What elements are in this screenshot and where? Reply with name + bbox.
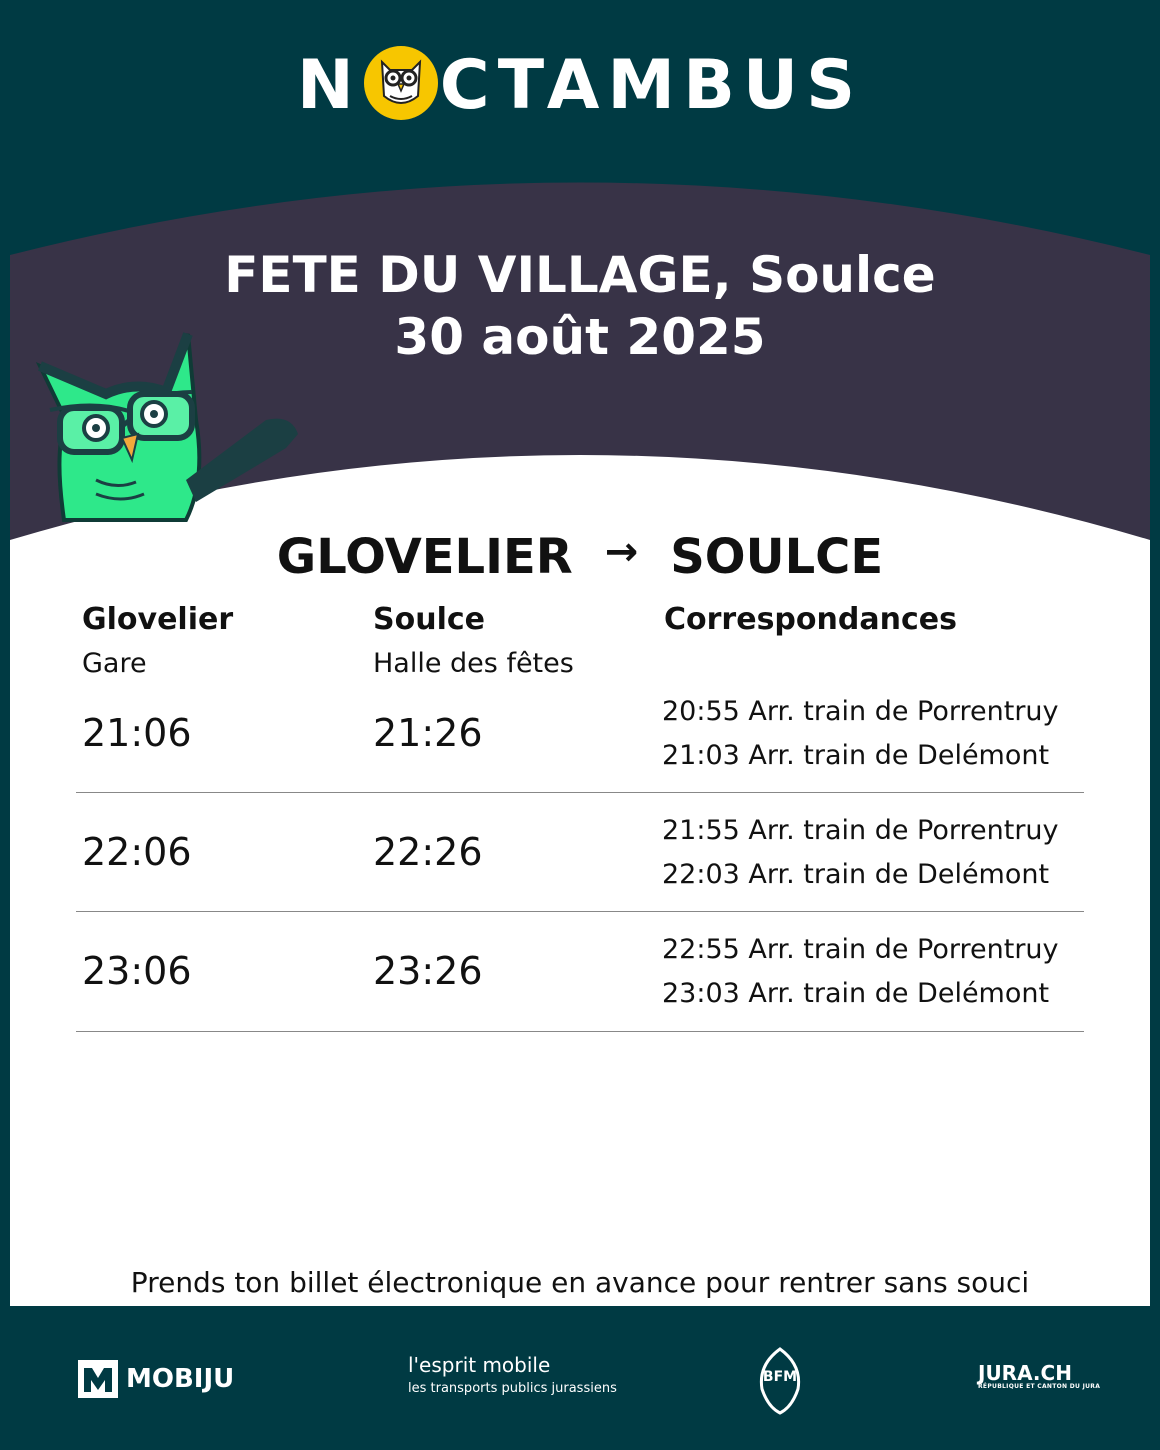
mobiju-label: MOBIJU xyxy=(126,1364,235,1394)
departure-time: 23:06 xyxy=(82,949,192,993)
column-header-arrival: Soulce xyxy=(373,602,485,637)
esprit-mobile-logo xyxy=(408,1353,617,1401)
mobiju-m-icon xyxy=(78,1360,118,1398)
connection-delemont: 23:03 Arr. train de Delémont xyxy=(662,978,1050,1009)
arrival-time: 21:26 xyxy=(373,711,483,755)
column-subheader-arrival: Halle des fêtes xyxy=(373,648,574,679)
arrival-time: 23:26 xyxy=(373,949,483,993)
ticket-note: Prends ton billet électronique en avance pour rentrer sans souci xyxy=(130,1266,1030,1299)
owl-logo-icon xyxy=(364,46,438,120)
arrow-right-icon: → xyxy=(604,529,639,575)
esprit-mobile-tagline: les transports publics jurassiens xyxy=(408,1381,617,1396)
column-subheader-departure: Gare xyxy=(82,648,147,679)
jura-ch-label: JURA.CH xyxy=(978,1361,1072,1385)
connection-porrentruy: 21:55 Arr. train de Porrentruy xyxy=(662,815,1059,846)
partner-logos xyxy=(0,1305,1160,1450)
row-divider xyxy=(76,1031,1084,1032)
mobiju-logo xyxy=(78,1360,234,1398)
esprit-mobile-label: l'esprit mobile xyxy=(408,1353,551,1377)
jura-ch-logo xyxy=(978,1363,1100,1391)
logo-letters: CTAMBUS xyxy=(439,46,864,125)
bfm-emblem-icon xyxy=(752,1345,808,1415)
column-header-connections: Correspondances xyxy=(664,602,957,637)
logo-letter-n: N xyxy=(296,46,362,125)
departure-time: 21:06 xyxy=(82,711,192,755)
bfm-logo xyxy=(752,1345,808,1419)
connection-delemont: 21:03 Arr. train de Delémont xyxy=(662,740,1050,771)
row-divider xyxy=(76,792,1084,793)
route-to: SOULCE xyxy=(670,529,884,585)
row-divider xyxy=(76,911,1084,912)
event-title: FETE DU VILLAGE, Soulce xyxy=(224,246,936,304)
departure-time: 22:06 xyxy=(82,830,192,874)
connection-porrentruy: 20:55 Arr. train de Porrentruy xyxy=(662,696,1059,727)
connection-delemont: 22:03 Arr. train de Delémont xyxy=(662,859,1050,890)
arrival-time: 22:26 xyxy=(373,830,483,874)
jura-ch-tagline: RÉPUBLIQUE ET CANTON DU JURA xyxy=(978,1383,1101,1390)
connection-porrentruy: 22:55 Arr. train de Porrentruy xyxy=(662,934,1059,965)
route-heading xyxy=(0,528,1160,589)
bfm-label: BFM xyxy=(762,1369,798,1385)
noctambus-logo xyxy=(0,44,1160,128)
event-date: 30 août 2025 xyxy=(394,308,766,366)
column-header-departure: Glovelier xyxy=(82,602,234,637)
route-from: GLOVELIER xyxy=(276,529,573,585)
